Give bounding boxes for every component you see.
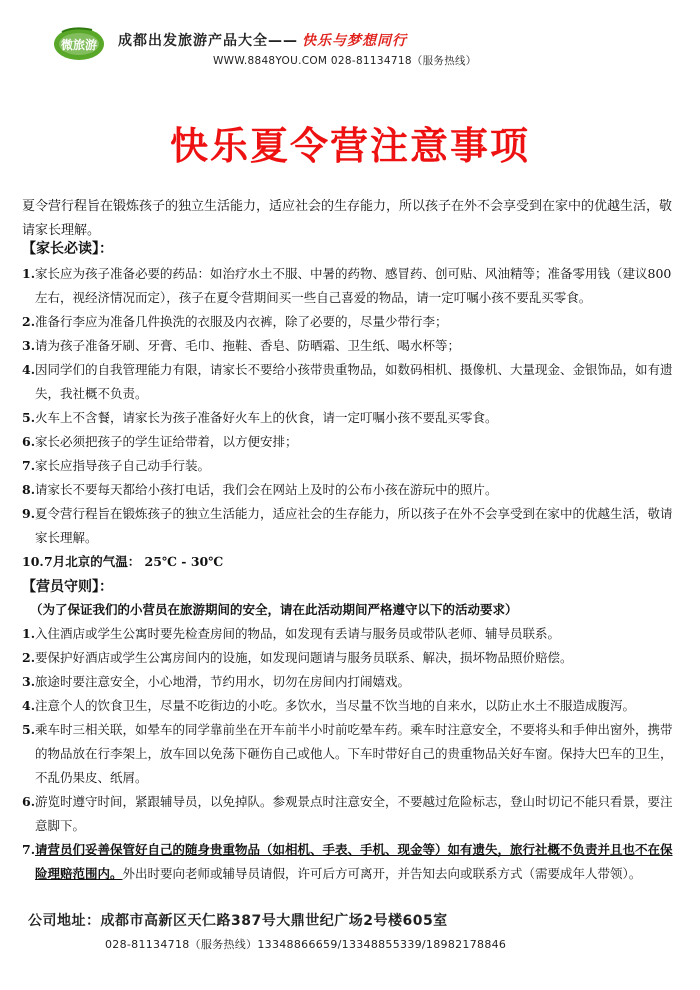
item-number: 9. (22, 506, 36, 521)
list-item (22, 502, 682, 550)
item-number: 5. (22, 722, 36, 737)
list-item (22, 454, 682, 478)
item-number: 8. (22, 482, 36, 497)
parents-list (22, 262, 682, 574)
list-item (22, 262, 682, 310)
list-item (22, 430, 682, 454)
list-item (22, 838, 682, 886)
brand-name: 成都出发旅游产品大全—— (118, 33, 298, 49)
list-item (22, 310, 682, 334)
item-text: 7月北京的气温： 25℃ - 30℃ (44, 554, 224, 569)
item-text: 因同学们的自我管理能力有限，请家长不要给小孩带贵重物品，如数码相机、摄像机、大量现金、金银饰品，如有遗失，我社概不负责。 (35, 362, 673, 401)
item-text: 家长必须把孩子的学生证给带着，以方便安排； (35, 434, 298, 449)
slogan: 快乐与梦想同行 (302, 33, 407, 49)
company-logo (52, 26, 106, 62)
list-item (22, 550, 682, 574)
item-number: 3. (22, 338, 36, 353)
item-text: 游览时遵守时间，紧跟辅导员，以免掉队。参观景点时注意安全，不要越过危险标志，登山时切记不能只看景，要注意脚下。 (35, 794, 673, 833)
item-text: 准备行李应为准备几件换洗的衣服及内衣裤，除了必要的，尽量少带行李； (35, 314, 448, 329)
company-address: 公司地址：成都市高新区天仁路387号大鼎世纪广场2号楼605室 (28, 913, 448, 929)
item-number: 7. (22, 458, 36, 473)
item-number: 1. (22, 266, 36, 281)
item-text (35, 838, 682, 886)
item-number: 7. (22, 842, 36, 857)
list-item (22, 358, 682, 406)
item-number: 5. (22, 410, 36, 425)
header-contact: WWW.8848YOU.COM 028-81134718（服务热线） (213, 55, 477, 67)
item-number: 10. (22, 554, 44, 569)
campers-subheading: （为了保证我们的小营员在旅游期间的安全，请在此活动期间严格遵守以下的活动要求） (30, 602, 518, 617)
intro-paragraph: 夏令营行程旨在锻炼孩子的独立生活能力，适应社会的生存能力，所以孩子在外不会享受到在家中的优越生活，敬请家长理解。 (22, 199, 673, 238)
page-header (0, 0, 700, 80)
parents-heading: 【家长必读】： (22, 241, 113, 257)
logo-text: 微旅游 (60, 38, 98, 52)
item-number: 6. (22, 794, 36, 809)
item-text: 请家长不要每天都给小孩打电话，我们会在网站上及时的公布小孩在游玩中的照片。 (35, 482, 498, 497)
item-number: 2. (22, 650, 36, 665)
item-number: 2. (22, 314, 36, 329)
item-text: 夏令营行程旨在锻炼孩子的独立生活能力，适应社会的生存能力，所以孩子在外不会享受到在家中的优越生活，敬请家长理解。 (35, 506, 673, 545)
list-item (22, 718, 682, 790)
item-text: 火车上不含餐，请家长为孩子准备好火车上的伙食，请一定叮嘱小孩不要乱买零食。 (35, 410, 498, 425)
item-text: 旅途时要注意安全，小心地滑，节约用水，切勿在房间内打闹嬉戏。 (35, 674, 411, 689)
list-item (22, 790, 682, 838)
logo-icon (52, 26, 106, 62)
list-item (22, 646, 682, 670)
item-text: 请为孩子准备牙刷、牙膏、毛巾、拖鞋、香皂、防晒霜、卫生纸、喝水杯等； (35, 338, 461, 353)
list-item (22, 406, 682, 430)
campers-heading: 【营员守则】： (22, 579, 113, 595)
list-item (22, 622, 682, 646)
item-number: 6. (22, 434, 36, 449)
page-footer (28, 910, 688, 952)
item-text: 注意个人的饮食卫生，尽量不吃街边的小吃。多饮水，当尽量不饮当地的自来水，以防止水土不服造成腹泻。 (35, 698, 636, 713)
list-item (22, 334, 682, 358)
item-number: 1. (22, 626, 36, 641)
footer-phones: 028-81134718（服务热线）13348866659/13348855339/18982178846 (105, 938, 507, 951)
list-item (22, 478, 682, 502)
item-text: 家长应指导孩子自己动手行装。 (35, 458, 211, 473)
brand-line (118, 30, 407, 50)
item-text-rest: 外出时要向老师或辅导员请假，许可后方可离开，并告知去向或联系方式（需要成年人带领）。 (122, 866, 642, 881)
list-item (22, 670, 682, 694)
item-text: 要保护好酒店或学生公寓房间内的设施，如发现问题请与服务员联系、解决，损坏物品照价赔偿。 (35, 650, 573, 665)
item-text: 家长应为孩子准备必要的药品：如治疗水土不服、中暑的药物、感冒药、创可贴、风油精等；准备零用钱（建议800左右，视经济情况而定），孩子在夏令营期间买一些自己喜爱的物品，请一定叮嘱小孩不要乱买零食。 (35, 266, 672, 305)
item-number: 3. (22, 674, 36, 689)
list-item (22, 694, 682, 718)
item-number: 4. (22, 362, 36, 377)
item-number: 4. (22, 698, 36, 713)
page-title: 快乐夏令营注意事项 (169, 124, 530, 168)
campers-list (22, 622, 682, 886)
item-text: 乘车时三相关联，如晕车的同学靠前坐在开车前半小时前吃晕车药。乘车时注意安全，不要将头和手伸出窗外，携带的物品放在行李架上，放车回以免荡下砸伤自己或他人。下车时带好自己的贵重物品关好车窗。保持大巴车的卫生，不乱仍果皮、纸屑。 (35, 722, 673, 785)
item-text: 入住酒店或学生公寓时要先检查房间的物品，如发现有丢请与服务员或带队老师、辅导员联系。 (35, 626, 561, 641)
underlined-warning: 请营员们妥善保管好自己的随身贵重物品（如相机、手表、手机、现金等）如有遗失，旅行社概不负责并且也不在保险理赔范围内。 (35, 842, 673, 881)
